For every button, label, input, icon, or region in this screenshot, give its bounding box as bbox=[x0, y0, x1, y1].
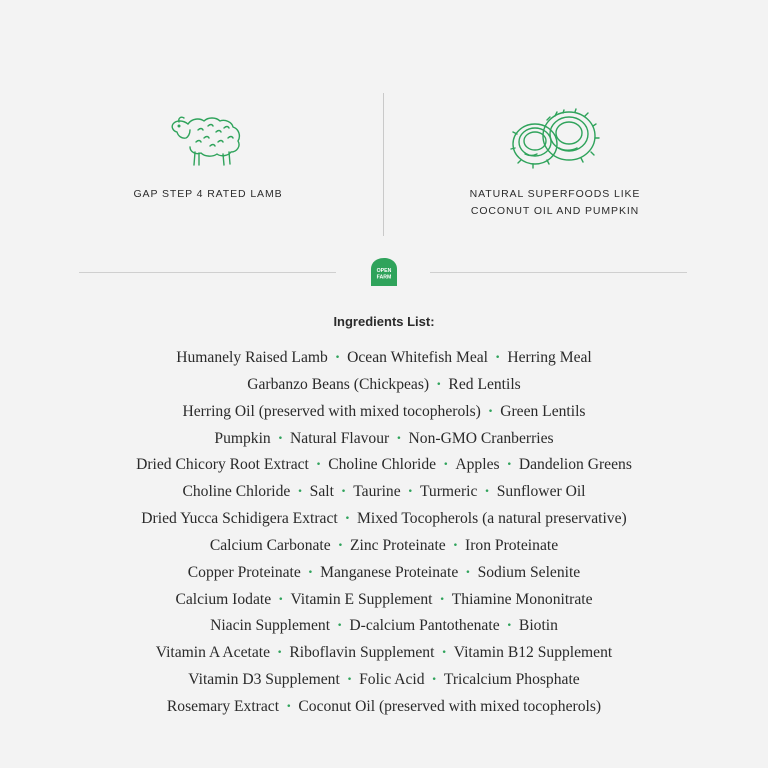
ingredient-item: Sodium Selenite bbox=[477, 563, 581, 581]
ingredient-item: Dried Chicory Root Extract bbox=[136, 456, 309, 474]
ingredient-item: Red Lentils bbox=[448, 375, 521, 393]
bullet-separator: • bbox=[286, 701, 292, 712]
bullet-separator: • bbox=[452, 540, 459, 551]
horizontal-divider-left bbox=[79, 272, 336, 273]
ingredient-line bbox=[0, 694, 768, 721]
bullet-separator: • bbox=[297, 487, 303, 498]
ingredient-line bbox=[0, 345, 768, 372]
ingredient-line bbox=[0, 479, 768, 506]
logo-line-1: OPEN bbox=[376, 268, 392, 274]
ingredient-line bbox=[0, 533, 768, 560]
logo-line-2: FARM bbox=[376, 274, 392, 281]
ingredient-line bbox=[0, 399, 768, 426]
ingredient-item: Choline Chloride bbox=[328, 456, 437, 474]
ingredient-item: Vitamin B12 Supplement bbox=[453, 644, 613, 662]
ingredient-item: Calcium Iodate bbox=[175, 590, 272, 608]
bullet-separator: • bbox=[495, 353, 501, 363]
ingredients-title: Ingredients List: bbox=[333, 314, 435, 329]
bullet-separator: • bbox=[506, 460, 512, 471]
ingredient-item: Herring Oil (preserved with mixed tocopherols) bbox=[182, 402, 481, 420]
ingredient-line bbox=[0, 506, 768, 533]
ingredient-item: Folic Acid bbox=[359, 671, 425, 689]
feature-label: GAP STEP 4 RATED LAMB bbox=[133, 188, 283, 200]
ingredient-item: Dandelion Greens bbox=[518, 456, 632, 474]
ingredient-line bbox=[0, 452, 768, 479]
bullet-separator: • bbox=[396, 433, 402, 444]
bullet-separator: • bbox=[487, 406, 494, 417]
feature-lamb bbox=[58, 92, 358, 203]
ingredient-item: Herring Meal bbox=[507, 349, 592, 366]
ingredient-item: Rosemary Extract bbox=[166, 697, 280, 715]
ingredient-line bbox=[0, 640, 768, 667]
ingredient-item: Green Lentils bbox=[500, 402, 586, 420]
bullet-separator: • bbox=[431, 675, 437, 686]
coconut-icon bbox=[405, 92, 705, 170]
ingredient-line bbox=[0, 587, 768, 614]
bullet-separator: • bbox=[315, 460, 322, 471]
bullet-separator: • bbox=[443, 460, 449, 471]
ingredient-item: Tricalcium Phosphate bbox=[443, 671, 580, 689]
vertical-divider bbox=[383, 93, 384, 236]
bullet-separator: • bbox=[407, 487, 413, 498]
ingredient-item: D-calcium Pantothenate bbox=[349, 617, 500, 635]
ingredient-line bbox=[0, 426, 768, 453]
ingredient-item: Taurine bbox=[353, 483, 401, 501]
ingredient-item: Calcium Carbonate bbox=[209, 536, 331, 554]
ingredient-item: Manganese Proteinate bbox=[320, 563, 459, 581]
ingredient-item: Biotin bbox=[518, 617, 558, 635]
feature-superfoods bbox=[405, 92, 705, 220]
sheep-icon bbox=[58, 92, 358, 170]
bullet-separator: • bbox=[307, 567, 314, 578]
ingredient-line bbox=[0, 667, 768, 694]
ingredient-item: Apples bbox=[455, 456, 500, 474]
bullet-separator: • bbox=[277, 648, 283, 659]
ingredient-item: Sunflower Oil bbox=[496, 483, 586, 501]
bullet-separator: • bbox=[506, 621, 512, 632]
ingredient-item: Ocean Whitefish Meal bbox=[347, 349, 488, 366]
bullet-separator: • bbox=[340, 487, 347, 498]
ingredient-item: Coconut Oil (preserved with mixed tocopherols) bbox=[298, 697, 602, 715]
ingredient-item: Riboflavin Supplement bbox=[289, 644, 435, 662]
bullet-separator: • bbox=[337, 540, 343, 551]
ingredient-item: Iron Proteinate bbox=[465, 536, 559, 554]
bullet-separator: • bbox=[344, 514, 351, 525]
ingredient-item: Vitamin A Acetate bbox=[155, 644, 271, 662]
bullet-separator: • bbox=[337, 621, 343, 632]
bullet-separator: • bbox=[334, 353, 341, 363]
ingredient-item: Niacin Supplement bbox=[210, 617, 331, 635]
ingredient-line bbox=[0, 372, 768, 399]
ingredient-item: Natural Flavour bbox=[290, 429, 390, 447]
feature-label-line: NATURAL SUPERFOODS LIKE bbox=[469, 188, 641, 200]
ingredient-item: Dried Yucca Schidigera Extract bbox=[141, 510, 338, 528]
horizontal-divider-right bbox=[430, 272, 687, 273]
ingredient-item: Pumpkin bbox=[214, 429, 271, 447]
ingredient-line bbox=[0, 560, 768, 587]
ingredient-item: Vitamin D3 Supplement bbox=[188, 671, 340, 689]
bullet-separator: • bbox=[465, 567, 471, 578]
ingredient-item: Zinc Proteinate bbox=[350, 536, 446, 554]
bullet-separator: • bbox=[441, 648, 447, 659]
ingredient-line bbox=[0, 613, 768, 640]
bullet-separator: • bbox=[277, 433, 284, 444]
ingredients-list bbox=[0, 345, 768, 721]
ingredient-item: Garbanzo Beans (Chickpeas) bbox=[247, 375, 430, 393]
bullet-separator: • bbox=[436, 379, 442, 390]
bullet-separator: • bbox=[439, 594, 445, 605]
bullet-separator: • bbox=[278, 594, 284, 605]
ingredient-item: Choline Chloride bbox=[182, 483, 291, 501]
ingredient-item: Salt bbox=[309, 483, 334, 501]
ingredient-item: Vitamin E Supplement bbox=[290, 590, 433, 608]
bullet-separator: • bbox=[484, 487, 490, 498]
open-farm-logo bbox=[370, 257, 398, 286]
feature-label-line: COCONUT OIL AND PUMPKIN bbox=[470, 205, 640, 217]
ingredient-item: Mixed Tocopherols (a natural preservative) bbox=[357, 510, 627, 528]
ingredient-item: Copper Proteinate bbox=[187, 563, 301, 581]
ingredient-item: Humanely Raised Lamb bbox=[176, 349, 328, 366]
feature-label bbox=[405, 186, 705, 220]
bullet-separator: • bbox=[346, 675, 353, 686]
ingredient-item: Thiamine Mononitrate bbox=[451, 590, 593, 608]
ingredient-item: Non-GMO Cranberries bbox=[408, 429, 554, 447]
ingredient-item: Turmeric bbox=[419, 483, 478, 501]
